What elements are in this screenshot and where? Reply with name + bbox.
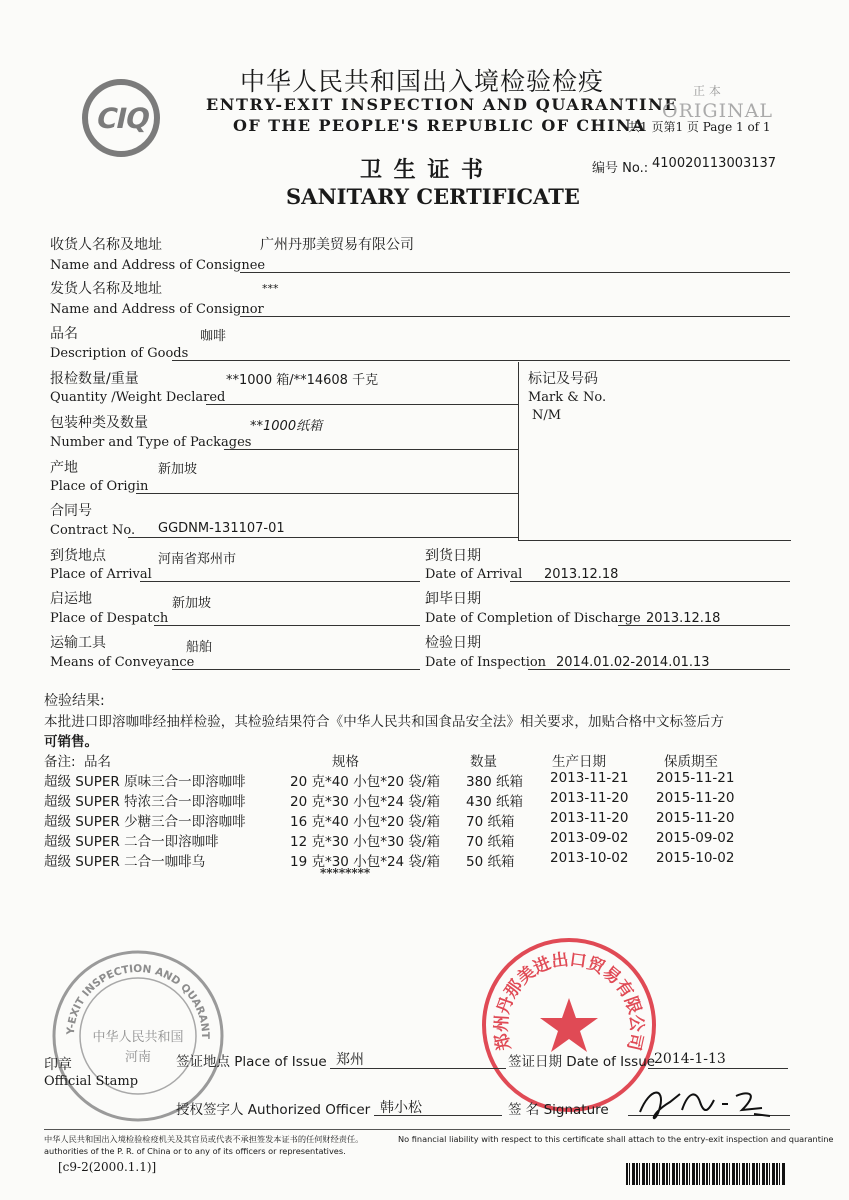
cert-number-label: 编号 No.: bbox=[592, 161, 649, 176]
origin-value: 新加坡 bbox=[158, 462, 198, 477]
consignee-label-zh: 收货人名称及地址 bbox=[50, 237, 162, 253]
table-row-qty: 50 纸箱 bbox=[466, 854, 515, 870]
contract-label-en: Contract No. bbox=[50, 523, 136, 538]
original-zh: 正 本 bbox=[693, 84, 721, 98]
authorized-officer-line bbox=[374, 1115, 502, 1116]
col-header-expiry: 保质期至 bbox=[664, 754, 718, 770]
table-row-prod-date: 2013-10-02 bbox=[550, 850, 629, 866]
footer-disclaimer-en-2: authorities of the P. R. of China or to any of its officers or representatives. bbox=[44, 1146, 346, 1156]
discharge-line bbox=[618, 625, 790, 626]
mark-label-zh: 标记及号码 bbox=[528, 371, 598, 387]
footer-disclaimer-en: No financial liability with respect to this certificate shall attach to the entry-exit inspection and quarantine bbox=[398, 1134, 834, 1144]
authorized-officer-label: 授权签字人 Authorized Officer bbox=[176, 1102, 371, 1118]
date-of-issue-value: 2014-1-13 bbox=[654, 1051, 726, 1067]
inspection-label-en: Date of Inspection bbox=[425, 655, 547, 670]
conveyance-line bbox=[172, 669, 420, 670]
table-row-spec: 20 克*40 小包*20 袋/箱 bbox=[290, 774, 440, 790]
end-mark: ******** bbox=[320, 866, 371, 880]
arrival-place-value: 河南省郑州市 bbox=[158, 552, 237, 567]
discharge-label-zh: 卸毕日期 bbox=[425, 591, 481, 607]
mark-box bbox=[518, 362, 791, 541]
consignor-label-zh: 发货人名称及地址 bbox=[50, 281, 162, 297]
arrival-place-label-en: Place of Arrival bbox=[50, 567, 152, 582]
col-header-name: 品名 bbox=[84, 754, 111, 770]
col-header-qty: 数量 bbox=[470, 754, 497, 770]
stamp-label-zh: 印章 bbox=[44, 1057, 72, 1073]
stamp-label-en: Official Stamp bbox=[44, 1074, 139, 1089]
consignee-label-en: Name and Address of Consignee bbox=[50, 258, 266, 273]
authorized-officer-value: 韩小松 bbox=[380, 1100, 422, 1116]
table-row-spec: 16 克*40 小包*20 袋/箱 bbox=[290, 814, 440, 830]
despatch-label-zh: 启运地 bbox=[50, 591, 92, 607]
results-text-2: 可销售。 bbox=[44, 734, 98, 750]
discharge-value: 2013.12.18 bbox=[646, 611, 721, 626]
contract-line bbox=[128, 537, 518, 538]
mark-value: N/M bbox=[532, 408, 562, 423]
consignee-value: 广州丹那美贸易有限公司 bbox=[260, 237, 414, 253]
table-row-name: 超级 SUPER 特浓三合一即溶咖啡 bbox=[44, 794, 246, 810]
conveyance-label-en: Means of Conveyance bbox=[50, 655, 195, 670]
ciq-logo-text: CIQ bbox=[93, 102, 153, 135]
table-row-qty: 430 纸箱 bbox=[466, 794, 524, 810]
col-header-prod-date: 生产日期 bbox=[552, 754, 606, 770]
arrival-date-label-zh: 到货日期 bbox=[425, 548, 481, 564]
table-row-spec: 20 克*30 小包*24 袋/箱 bbox=[290, 794, 440, 810]
origin-line bbox=[136, 493, 518, 494]
table-row-expiry: 2015-11-20 bbox=[656, 790, 735, 806]
discharge-label-en: Date of Completion of Discharge bbox=[425, 611, 641, 626]
table-row-prod-date: 2013-11-21 bbox=[550, 770, 629, 786]
table-row-prod-date: 2013-11-20 bbox=[550, 790, 629, 806]
packages-value: **1000纸箱 bbox=[250, 419, 323, 434]
table-row-expiry: 2015-10-02 bbox=[656, 850, 735, 866]
results-text-1: 本批进口即溶咖啡经抽样检验，其检验结果符合《中华人民共和国食品安全法》相关要求，加贴合格中文标签后方 bbox=[44, 714, 724, 730]
origin-label-en: Place of Origin bbox=[50, 479, 149, 494]
cert-number: 410020113003137 bbox=[652, 156, 777, 171]
arrival-place-label-zh: 到货地点 bbox=[50, 548, 106, 564]
contract-value: GGDNM-131107-01 bbox=[158, 521, 285, 536]
remark-label: 备注: bbox=[44, 754, 76, 770]
table-row-name: 超级 SUPER 少糖三合一即溶咖啡 bbox=[44, 814, 246, 830]
date-of-issue-line bbox=[648, 1068, 788, 1069]
quantity-value: **1000 箱/**14608 千克 bbox=[226, 373, 379, 388]
results-heading: 检验结果: bbox=[44, 693, 105, 709]
footer-divider bbox=[44, 1129, 790, 1130]
table-row-qty: 70 纸箱 bbox=[466, 814, 515, 830]
header-title-en-1: ENTRY-EXIT INSPECTION AND QUARANTINE bbox=[206, 95, 679, 114]
table-row-name: 超级 SUPER 原味三合一即溶咖啡 bbox=[44, 774, 246, 790]
despatch-label-en: Place of Despatch bbox=[50, 611, 169, 626]
header-title-en-2: OF THE PEOPLE'S REPUBLIC OF CHINA bbox=[233, 116, 646, 135]
place-of-issue-value: 郑州 bbox=[336, 1052, 364, 1068]
goods-line bbox=[172, 360, 790, 361]
table-row-name: 超级 SUPER 二合一咖啡乌 bbox=[44, 854, 206, 870]
left-seal-center-text: 中华人民共和国 河南 bbox=[92, 1030, 184, 1065]
origin-label-zh: 产地 bbox=[50, 460, 78, 476]
table-row-expiry: 2015-11-21 bbox=[656, 770, 735, 786]
right-seal-ring-text: 郑州丹那美进出口贸易有限公司 bbox=[491, 949, 647, 1053]
despatch-line bbox=[154, 625, 420, 626]
place-of-issue-label: 签证地点 Place of Issue bbox=[176, 1054, 327, 1070]
header-title-zh: 中华人民共和国出入境检验检疫 bbox=[240, 67, 605, 96]
arrival-date-label-en: Date of Arrival bbox=[425, 567, 523, 582]
goods-label-en: Description of Goods bbox=[50, 346, 189, 361]
inspection-label-zh: 检验日期 bbox=[425, 635, 481, 651]
table-row-prod-date: 2013-11-20 bbox=[550, 810, 629, 826]
footer-disclaimer-zh: 中华人民共和国出入境检验检疫机关及其官员或代表不承担签发本证书的任何财经责任。 bbox=[44, 1134, 364, 1144]
despatch-value: 新加坡 bbox=[172, 596, 212, 611]
inspection-line bbox=[528, 669, 790, 670]
cert-title-en: SANITARY CERTIFICATE bbox=[286, 184, 580, 209]
arrival-place-line bbox=[140, 581, 420, 582]
quantity-label-en: Quantity /Weight Declared bbox=[50, 390, 226, 405]
ciq-logo bbox=[82, 79, 160, 157]
arrival-date-value: 2013.12.18 bbox=[544, 567, 619, 582]
conveyance-label-zh: 运输工具 bbox=[50, 635, 106, 651]
table-row-expiry: 2015-11-20 bbox=[656, 810, 735, 826]
table-row-spec: 19 克*30 小包*24 袋/箱 bbox=[290, 854, 440, 870]
col-header-spec: 规格 bbox=[332, 754, 359, 770]
consignor-value: *** bbox=[262, 282, 279, 295]
table-row-qty: 380 纸箱 bbox=[466, 774, 524, 790]
page-info: 共1 页第1 页 Page 1 of 1 bbox=[628, 120, 771, 134]
barcode bbox=[626, 1163, 786, 1185]
goods-value: 咖啡 bbox=[200, 329, 227, 344]
consignor-label-en: Name and Address of Consignor bbox=[50, 302, 264, 317]
date-of-issue-label: 签证日期 Date of Issue bbox=[508, 1054, 656, 1070]
quantity-label-zh: 报检数量/重量 bbox=[50, 371, 139, 387]
mark-label-en: Mark & No. bbox=[528, 390, 607, 405]
consignee-line bbox=[240, 272, 790, 273]
table-row-expiry: 2015-09-02 bbox=[656, 830, 735, 846]
packages-label-zh: 包装种类及数量 bbox=[50, 415, 148, 431]
handwritten-signature bbox=[630, 1082, 780, 1122]
place-of-issue-line bbox=[330, 1068, 506, 1069]
inspection-value: 2014.01.02-2014.01.13 bbox=[556, 655, 710, 670]
packages-line bbox=[224, 449, 518, 450]
goods-label-zh: 品名 bbox=[50, 326, 78, 342]
quantity-line bbox=[206, 404, 518, 405]
conveyance-value: 船舶 bbox=[186, 640, 213, 655]
packages-label-en: Number and Type of Packages bbox=[50, 435, 252, 450]
original-en: ORIGINAL bbox=[662, 100, 774, 122]
contract-label-zh: 合同号 bbox=[50, 503, 92, 519]
cert-title-zh: 卫 生 证 书 bbox=[360, 158, 485, 183]
form-code: [c9-2(2000.1.1)] bbox=[58, 1160, 157, 1174]
signature-label: 签 名 Signature bbox=[508, 1102, 609, 1118]
consignor-line bbox=[240, 316, 790, 317]
left-seal-ring-text: Y-EXIT INSPECTION AND QUARANT bbox=[64, 962, 212, 1040]
table-row-prod-date: 2013-09-02 bbox=[550, 830, 629, 846]
table-row-name: 超级 SUPER 二合一即溶咖啡 bbox=[44, 834, 219, 850]
table-row-spec: 12 克*30 小包*30 袋/箱 bbox=[290, 834, 440, 850]
arrival-date-line bbox=[510, 581, 790, 582]
table-row-qty: 70 纸箱 bbox=[466, 834, 515, 850]
